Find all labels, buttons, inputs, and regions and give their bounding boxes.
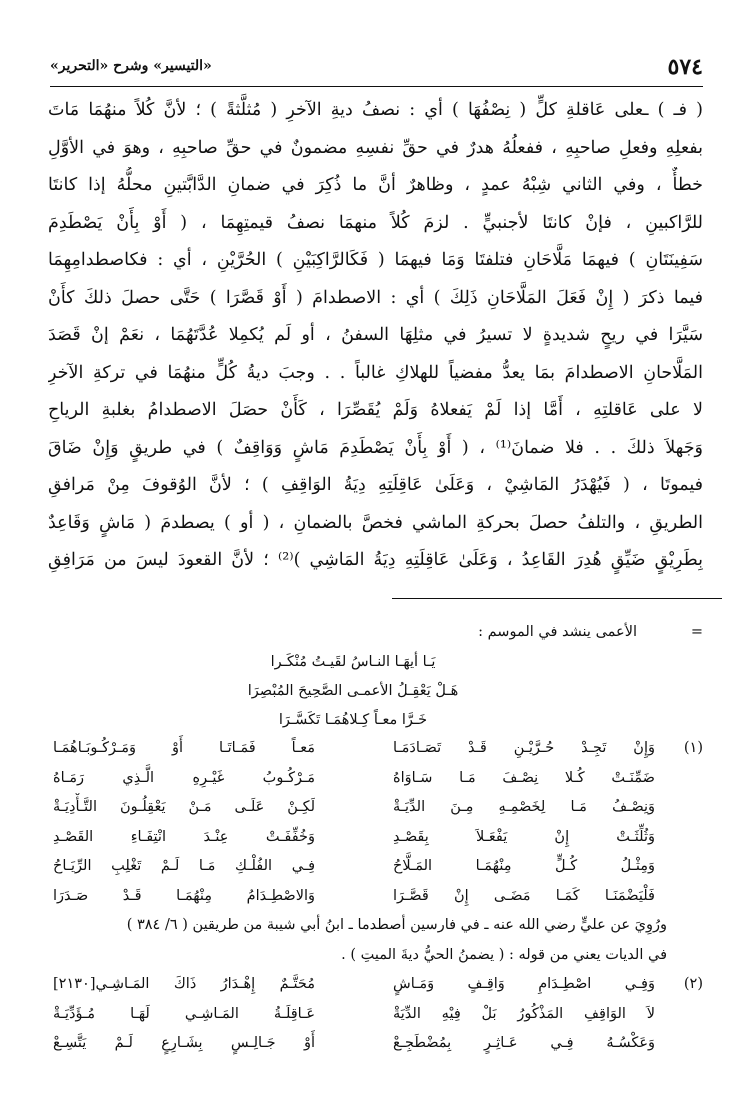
footnote-intro: الأعمى ينشد في الموسم : [478, 624, 637, 640]
verse-second-hemistich: فِـي الفُلْـكِ مَـا لَـمْ تَغْلِبِ الرِّيَـاحُ [53, 858, 315, 874]
main-line: سَفِينَتَانِ ) فيهمَا مَلَّاحَانِ فتلفتَا وَمَا فيهمَا ( فَكَالرَّاكِبَيْنِ ) الحُرَّيْنِ ، أي : فكاصطدامِهِمَا [48, 250, 703, 270]
main-line: المَلَّاحانِ الاصطدامَ بمَا يعدُّ مفضياً للهلاكِ غالباً . . وجبَ ديةُ كُلٍّ منهُمَا في تركةِ الآخرِ [48, 362, 703, 383]
footnote-prose [53, 941, 703, 971]
page-header [50, 52, 703, 87]
page-number: ٥٧٤ [667, 54, 703, 80]
verse [53, 793, 703, 823]
prose-line: في الديات يعني من قوله : ( يضمنُ الحيُّ ديةَ الميتِ ) . [341, 946, 667, 963]
verse-first-hemistich: وَثُلِّثَـتْ إِنْ يَفْعَـلاَ بِقَصْـدِ [393, 828, 655, 845]
verse-second-hemistich: مُحَتَّـمٌ إِهْـدَارُ ذَاكَ المَـاشِـي[٢١٣٠] [53, 976, 315, 992]
main-line: بفعلِهِ وفعلِ صاحبِهِ ، ففعلُهُ هدرٌ في حقِّ نفسِهِ مضمونٌ في حقِّ صاحبِهِ ، وهوَ في الأوَّلِ [48, 137, 703, 158]
verse-first-hemistich: وَإِنْ تَجِـدْ حُـرَّيْـنِ قَـدْ تَصَـادَمَـا [393, 740, 655, 756]
footnote-number: (٢) [683, 976, 703, 992]
verse-first-hemistich: وَمِثْـلُ كُـلٍّ مِنْهُمَـا المَـلَّاحُ [393, 858, 655, 874]
verse-second-hemistich: لَكِـنْ عَلَـى مَـنْ يَعْقِلُـونَ التَّـأْدِيَـةْ [53, 799, 315, 815]
prose-line: ورُوِيَ عن عليٍّ رضي الله عنه ـ في فارسين أصطدما ـ ابنُ أبي شيبة من طريقين ( ٦/ ٣٨٤ ) [126, 917, 667, 933]
main-line: ( فـ ) ـعلى عَاقلةِ كلٍّ ( نِصْفُهَا ) أي : نصفُ ديةِ الآخرِ ( مُثلَّثةً ) ؛ لأنَّ كُلاً منهُمَا مَاتَ [48, 100, 703, 120]
main-line: فيموتَا ، ( فَيُهْدَرُ المَاشِيْ ، وَعَلَىٰ عَاقِلَتِهِ دِيَةُ الوَاقِفِ ) ؛ لأنَّ الوُقوفَ مِنْ مَرافقِ [48, 475, 703, 495]
footnote-separator [392, 598, 722, 599]
running-title: «التيسير» وشرح «التحرير» [50, 58, 212, 74]
main-line: بِطَرِيْقٍ ضَيِّقٍ هُدِرَ القَاعِدُ ، وَعَلَىٰ عَاقِلَتِهِ دِيَةُ المَاشِي )⁽²⁾ ؛ لأنَّ القعودَ ليسَ من مَرَافِقِ [48, 550, 703, 570]
verse-first-hemistich: وَفِـي اصْطِـدَامِ وَاقِـفٍ وَمَـاشٍ [393, 976, 655, 992]
verse-second-hemistich: وَالاصْطِـدَامُ مِنْهُمَـا قَـدْ صَـدَرَا [53, 887, 315, 904]
footnote-1 [53, 734, 703, 970]
verse-first-hemistich: وَنِصْـفُ مَـا لِخَصْمِـهِ مِـنَ الدِّيَـةْ [393, 799, 655, 815]
main-line: الطريقِ ، والتلفُ حصلَ بحركةِ الماشي فخصَّ بالضمانِ ، ( أو ) يصطدمَ ( مَاشٍ وَقَاعِدٌ [48, 512, 703, 533]
verse-second-hemistich: مَـرْكُـوبُ غَيْـرِهِ الَّـذِي رَمَـاهُ [53, 769, 315, 786]
verse [53, 882, 703, 912]
verse [53, 1029, 703, 1059]
verse [53, 852, 703, 882]
main-line: سَيَّرَا في ريحٍ شديدةٍ لا تسيرُ في مثلِهَا السفنُ ، أو لَم يُكمِلا عُدَّتَهُمَا ، نعَمْ إنْ قَصَدَ [48, 325, 703, 345]
verse-second-hemistich: وَخُفِّفَـتْ عِنْـدَ انْتِفَـاءِ القَصْـدِ [53, 828, 315, 845]
main-line: خطأٌ ، وفي الثاني شِبْهُ عمدٍ ، وظاهرٌ أنَّ ما ذُكِرَ في ضمانِ الدَّابَّتينِ محلُّهُ إذا كانتَا [48, 175, 703, 195]
verse-first-hemistich: فَلْيَضْمَنَـا كَمَـا مَضَـى إِنْ قَصَّـرَا [393, 887, 655, 904]
poem-line: يَـا أيهَـا النـاسُ لقَيـتُ مُنْكَـرا [270, 654, 436, 670]
poem-line: خَـرَّا معـاً كِـلاهُمَـا تَكَسَّـرَا [278, 712, 428, 728]
continuation-mark: = [690, 624, 703, 640]
verse-second-hemistich: عَـاقِلَـةُ المَـاشِـي لَهَـا مُـؤَدِّيَـةْ [53, 1005, 315, 1022]
verse [53, 823, 703, 853]
verse-second-hemistich: مَعـاً فَمَـاتَـا أَوْ وَمَـرْكُـوبَـاهُمَـا [53, 740, 315, 756]
verse [53, 764, 703, 794]
verse [53, 734, 703, 764]
footnote-2 [53, 970, 703, 1059]
footnote-intro-row [46, 618, 703, 647]
poem-line: هَـلْ يَعْقِـلُ الأعمـى الصَّحِيحَ المُبْصِرَا [247, 683, 459, 699]
verse-first-hemistich: ضَمِّنَـتْ كُـلا نِصْـفَ مَـا سَـاوَاهُ [393, 769, 655, 786]
verse [53, 1000, 703, 1030]
main-text [48, 92, 703, 580]
main-line: فيما ذكرَ ( إِنْ فَعَلَ المَلَّاحَانِ ذَلِكَ ) أي : الاصطدامَ ( أَوْ قَصَّرَا ) حَتَّى حصلَ ذلكَ كأَنْ [48, 287, 703, 308]
main-line: لا على عَاقلتِهِ ، أَمَّا إذا لَمْ يَفعلاهُ وَلَمْ يُقَصِّرَا ، كَأَنْ حصَلَ الاصطدامُ بغلبةِ الرياحِ [48, 400, 703, 420]
main-line: للرَّاكبينِ ، فإنْ كانتَا لأجنبيٍّ . لزمَ كُلاً منهمَا نصفُ قيمتِهِمَا ، ( أَوْ بِأَنْ يَصْطَدِمَ [48, 212, 703, 233]
footnote-number: (١) [683, 740, 703, 756]
verse [53, 970, 703, 1000]
verse-first-hemistich: لاَ الوَاقِفِ المَذْكُورُ بَلْ فِيْهِ الدِّيَةْ [393, 1005, 655, 1022]
verse-second-hemistich: أَوْ جَـالِـسٍ بِشَـارِعٍ لَـمْ يَتَّسِـعْ [53, 1035, 315, 1051]
footnote-prose [53, 911, 703, 941]
poem [46, 648, 703, 735]
main-line: وَجَهلاَ ذلكَ . . فلا ضمانَ⁽¹⁾ ، ( أَوْ بِأَنْ يَصْطَدِمَ مَاشٍ وَوَاقِفٌ ) في طريقٍ وَإِنْ ضَاقَ [48, 437, 703, 458]
verse-first-hemistich: وَعَكْسُـهُ فِـي عَـاثِـرٍ بِمُضْطَجِـعْ [393, 1035, 655, 1051]
